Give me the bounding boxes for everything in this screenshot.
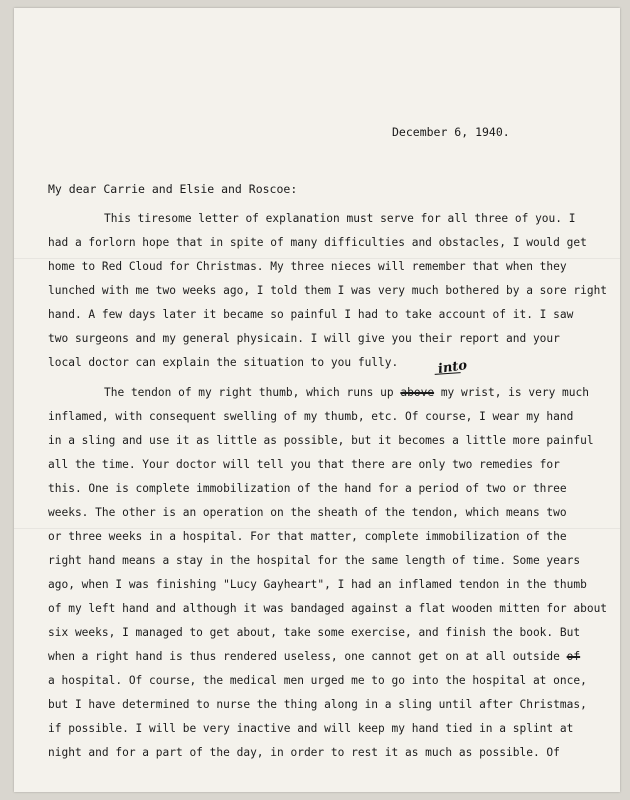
- handwritten-insertion: into: [437, 358, 468, 377]
- body-line: had a forlorn hope that in spite of many difficulties and obstacles, I would get: [48, 236, 587, 249]
- body-line: a hospital. Of course, the medical men urged me to go into the hospital at once,: [48, 674, 587, 687]
- body-line-segment: when a right hand is thus rendered useless, one cannot get on at all outside: [48, 650, 560, 663]
- body-line: right hand means a stay in the hospital for the same length of time. Some years: [48, 554, 581, 567]
- body-line: home to Red Cloud for Christmas. My three nieces will remember that when they: [48, 260, 567, 273]
- body-line: in a sling and use it as little as possible, but it becomes a little more painful: [48, 434, 594, 447]
- body-line: if possible. I will be very inactive and will keep my hand tied in a splint at: [48, 722, 574, 735]
- body-line: but I have determined to nurse the thing along in a sling until after Christmas,: [48, 698, 587, 711]
- body-line: [48, 650, 580, 663]
- body-line: ago, when I was finishing "Lucy Gayheart", I had an inflamed tendon in the thumb: [48, 578, 587, 591]
- salutation: My dear Carrie and Elsie and Roscoe:: [48, 182, 298, 196]
- body-line: all the time. Your doctor will tell you that there are only two remedies for: [48, 458, 560, 471]
- letter-page: [14, 8, 620, 792]
- body-line: [104, 386, 589, 399]
- insertion-mark: [435, 372, 462, 385]
- body-line: six weeks, I managed to get about, take some exercise, and finish the book. But: [48, 626, 581, 639]
- body-line: This tiresome letter of explanation must serve for all three of you. I: [104, 212, 576, 225]
- body-line: weeks. The other is an operation on the sheath of the tendon, which means two: [48, 506, 567, 519]
- body-line: this. One is complete immobilization of the hand for a period of two or three: [48, 482, 567, 495]
- body-line-segment: The tendon of my right thumb, which runs up: [104, 386, 394, 399]
- struck-word: of: [566, 650, 581, 663]
- body-line: or three weeks in a hospital. For that matter, complete immobilization of the: [48, 530, 567, 543]
- letter-date: December 6, 1940.: [392, 125, 510, 139]
- body-line: local doctor can explain the situation to you fully.: [48, 356, 399, 369]
- body-line: night and for a part of the day, in order to rest it as much as possible. Of: [48, 746, 560, 759]
- body-line: of my left hand and although it was bandaged against a flat wooden mitten for about: [48, 602, 608, 615]
- body-line: two surgeons and my general physicain. I will give you their report and your: [48, 332, 560, 345]
- body-line-segment: my wrist, is very much: [440, 386, 589, 399]
- body-line: hand. A few days later it became so painful I had to take account of it. I saw: [48, 308, 574, 321]
- paper-fold: [14, 258, 620, 259]
- body-line: lunched with me two weeks ago, I told them I was very much bothered by a sore right: [48, 284, 608, 297]
- body-line: inflamed, with consequent swelling of my thumb, etc. Of course, I wear my hand: [48, 410, 574, 423]
- struck-word: above: [400, 386, 435, 399]
- paper-fold: [14, 528, 620, 529]
